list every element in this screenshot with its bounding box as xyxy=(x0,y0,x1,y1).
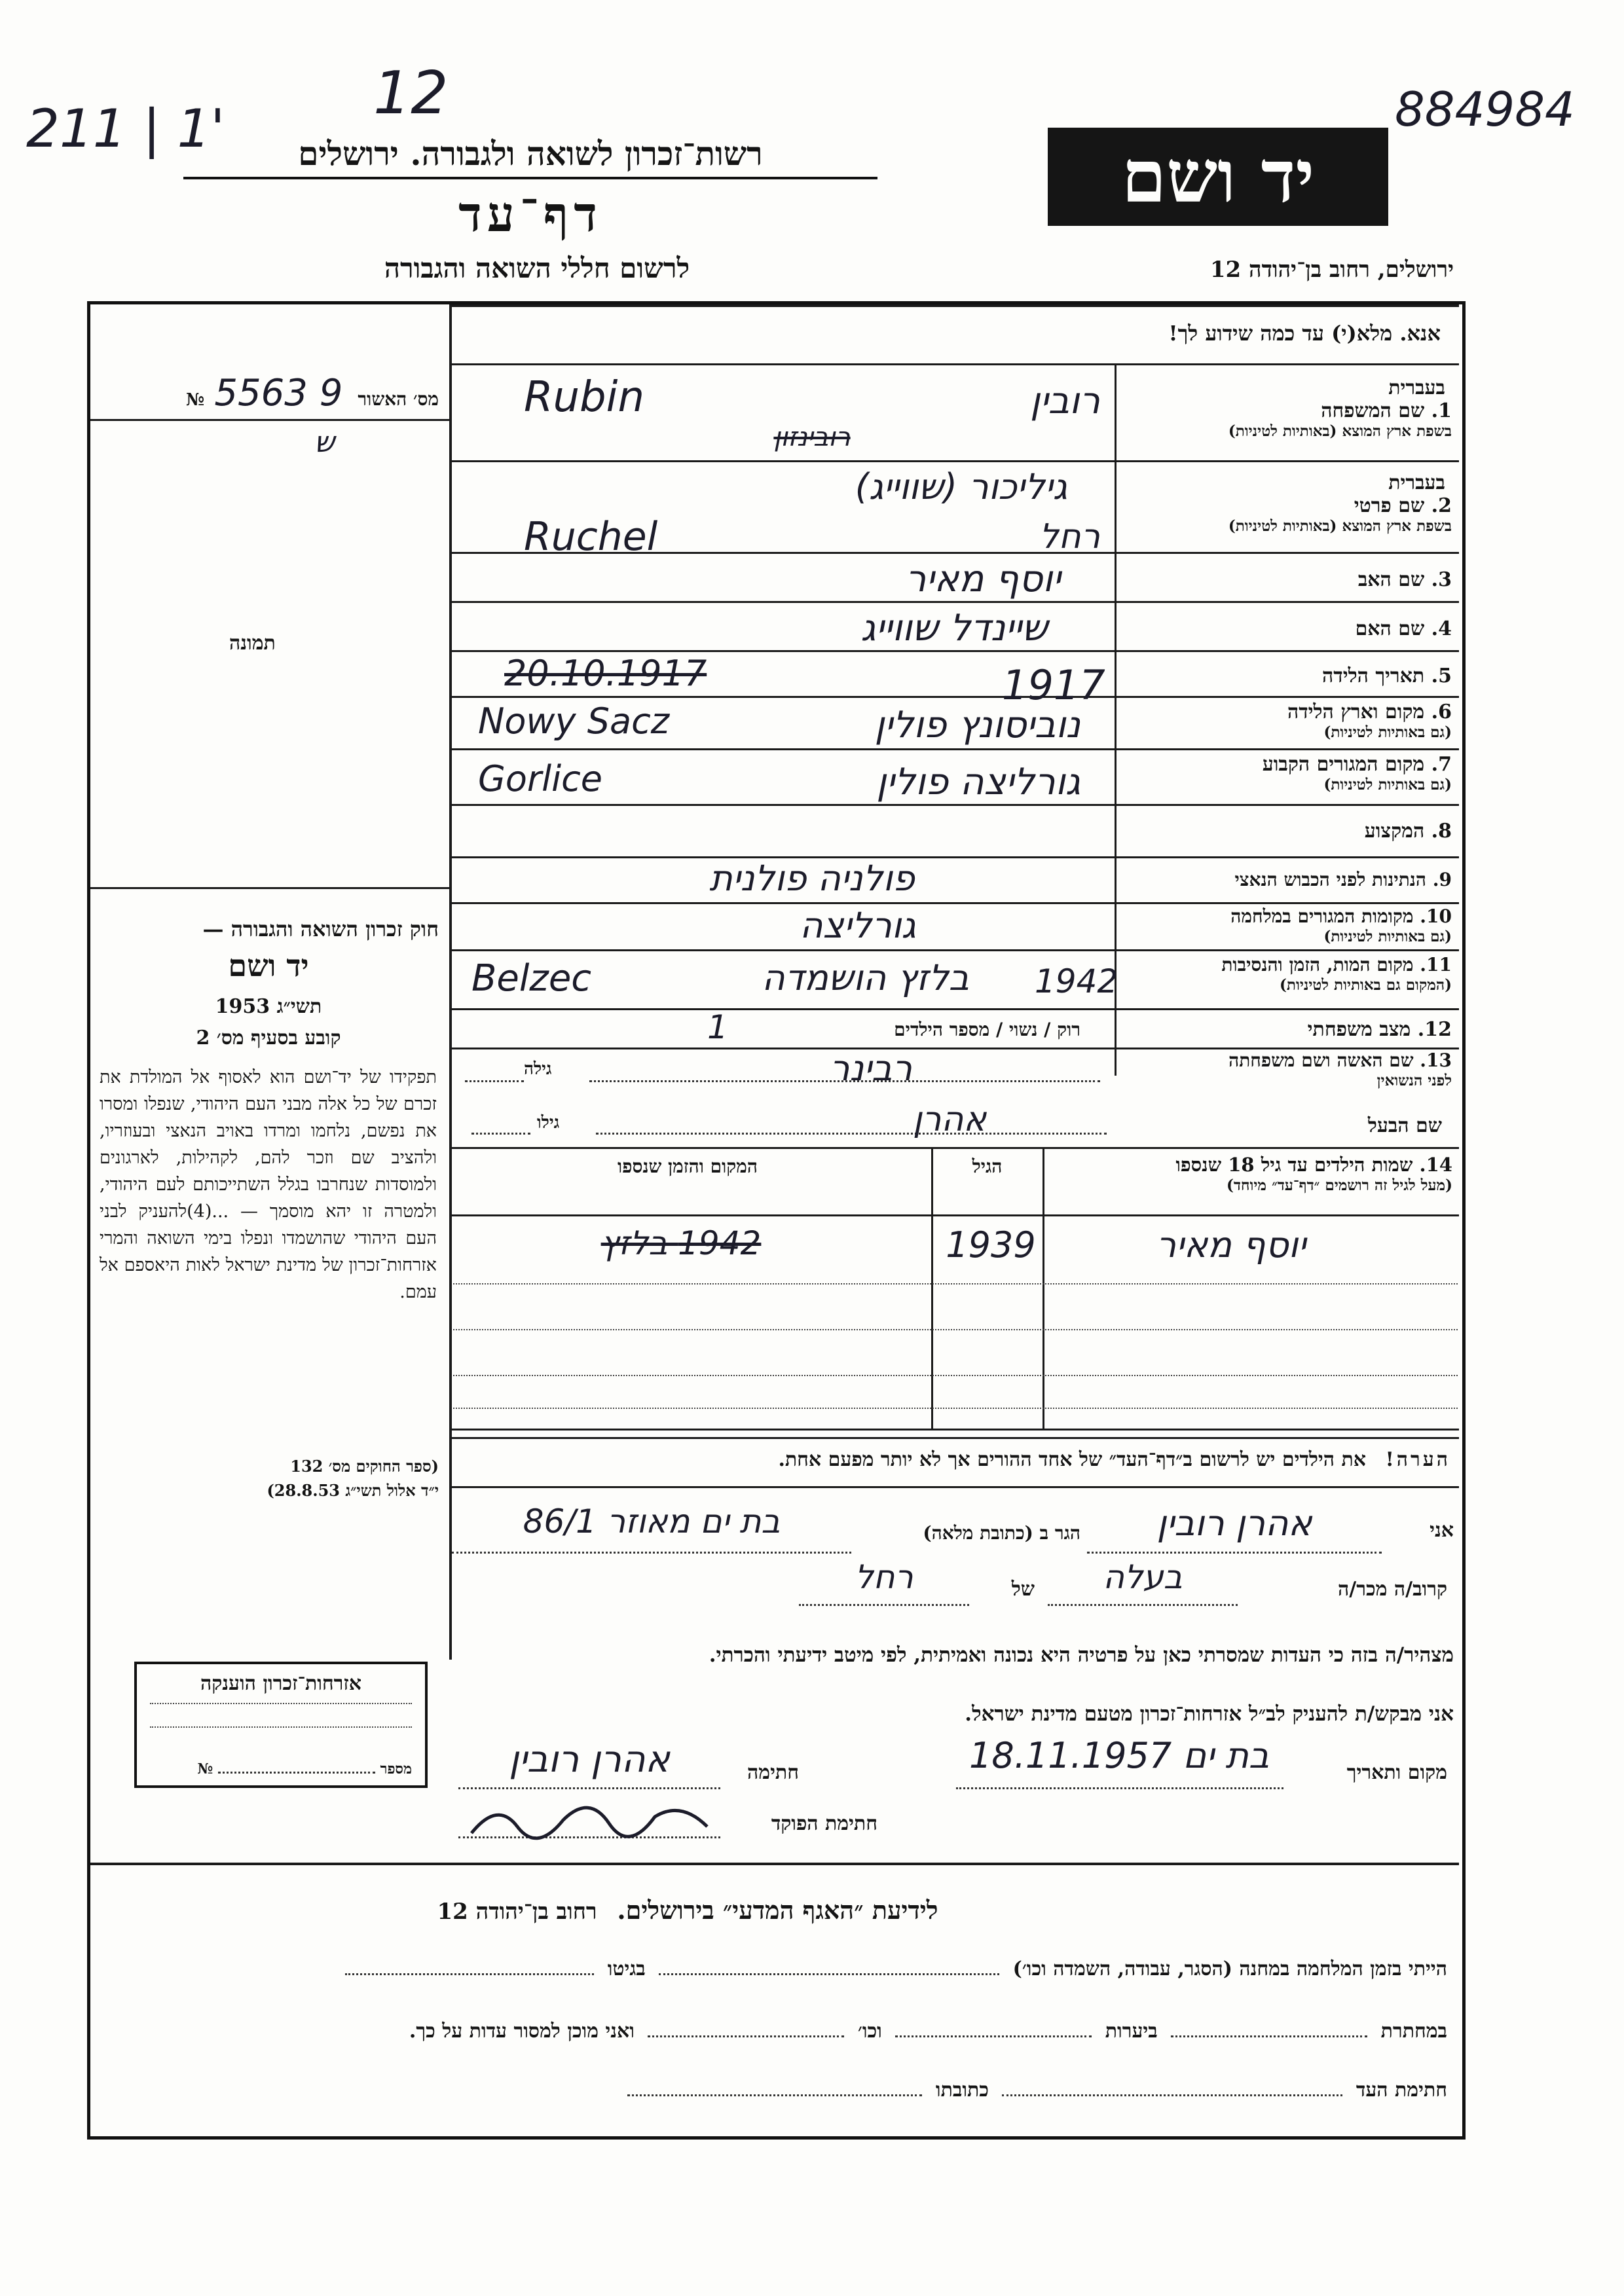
husband-value: אהרן xyxy=(912,1100,987,1139)
handwritten-sheet-number: 12 xyxy=(373,59,449,128)
field-profession-label: 8. המקצוע xyxy=(1364,820,1452,843)
registration-label: מס׳ האשור xyxy=(358,388,439,410)
field-death-label: 11. מקום המות, הזמן והנסיבות (המקום גם באותיות לטיניות) xyxy=(1221,954,1452,994)
death-year-value: 1942 xyxy=(1035,962,1118,1000)
officer-label: חתימת הפוקד xyxy=(771,1812,877,1835)
registration-no-prefix: № xyxy=(186,390,205,410)
note-row xyxy=(458,1448,1450,1471)
of-label: של xyxy=(1011,1578,1035,1601)
surname-latin-value: Rubin xyxy=(524,373,644,422)
signature-label: חתימה xyxy=(747,1761,799,1784)
nationality-value: פולניה פולנית xyxy=(709,858,915,899)
header-address: ירושלים, רחוב בן־יהודה 12 xyxy=(1209,257,1454,283)
surname-extra-value: רובינזון xyxy=(773,422,851,452)
husband-age-label: גילו xyxy=(537,1113,560,1133)
firstname-extra-value: גיליכור (שווייג) xyxy=(855,466,1067,507)
authority-title: רשות־זכרון לשואה ולגבורה. ירושלים xyxy=(183,134,877,179)
field-firstname-label: בעברית 2. שם פרטי בשפת ארץ המוצא (באותיות לטיניות) xyxy=(1228,471,1452,535)
registration-mark: ש xyxy=(314,426,335,459)
wife-value: רבינר xyxy=(830,1048,912,1089)
birthdate-extra-value: 20.10.1917 xyxy=(504,653,707,694)
firstname-latin-value: Ruchel xyxy=(524,514,658,560)
address-value: בת ים מאוזר 86/1 xyxy=(523,1503,781,1540)
note-label: הערה! xyxy=(1385,1448,1450,1471)
bottom-line-3: חתימת העד כתובתו xyxy=(98,2079,1447,2102)
child-place: 1942 בלזץ xyxy=(600,1224,762,1262)
firstname-hebrew-value: רחל xyxy=(1039,517,1100,556)
field-birthdate-label: 5. תאריך הלידה xyxy=(1322,665,1452,687)
citizenship-no: № xyxy=(197,1760,213,1777)
law-source-2: י״ד אלול תשי״ג 28.8.53) xyxy=(267,1481,439,1500)
wartime-residence-value: גורליצה xyxy=(800,905,916,946)
yad-vashem-logo: יד ושם xyxy=(1048,128,1388,226)
handwritten-archive-code: 211 | 1' xyxy=(26,98,225,159)
declaration-statement: מצהיר/ה בזה כי העדות שמסרתי כאן על פרטיה היא נכונה ואמיתית, לפי מיטב ידיעתי והכרתי. xyxy=(709,1643,1454,1667)
father-value: יוסף מאיר xyxy=(905,558,1061,600)
handwritten-file-number: 884984 xyxy=(1395,82,1575,137)
law-title: חוק זכרון השואה והגבורה — xyxy=(202,917,439,941)
citizenship-title: אזרחות־זכרון הוענקה xyxy=(200,1672,362,1695)
signature-value: אהרן רובין xyxy=(509,1738,670,1781)
field-nationality-label: 9. הנתינות לפני הכבוש הנאצי xyxy=(1234,869,1452,890)
law-year: תשי״ג 1953 xyxy=(215,995,322,1018)
bottom-line-1: הייתי בזמן המלחמה במחנה (הסגר, עבודה, השמדה וכו׳) בגיטו xyxy=(98,1958,1447,1980)
field-birthplace-label: 6. מקום וארץ הלידה (גם באותיות לטיניות) xyxy=(1287,701,1452,741)
death-latin-value: Belzec xyxy=(471,957,592,1000)
mother-value: שיינדל שווייג xyxy=(860,607,1048,649)
declaration-line-1: אני xyxy=(1430,1519,1454,1542)
death-value: בלזץ הושמדה xyxy=(762,957,969,998)
bottom-line-2: במחתרת ביערות וכו׳ ואני מוכן למסור עדות על כך. xyxy=(409,2020,1447,2043)
hebrew-tag: בעברית xyxy=(1388,376,1445,399)
field-surname-label: בעברית 1. שם המשפחה בשפת ארץ המוצא (באותיות לטיניות) xyxy=(1228,376,1452,440)
children-place-header: המקום והזמן שנספו xyxy=(618,1156,758,1177)
surname-hebrew-value: רובין xyxy=(1029,380,1100,422)
relation-value: בעלה xyxy=(1103,1558,1183,1596)
law-text: תפקידו של יד־ושם הוא לאסוף אל המולדת את זכרם של כל אלה מבני העם היהודי, שנפלו ומסרו את נפשם, נלחמו ומרדו באויב הנאצי ובעוזריו, ולהציב שם וזכר להם, לקהילות, לארגונים ולמוסדות שנחרבו בגלל השתייכותם לעם היהודי, ולמטרה זו יהא מוסמך — ...(4)להעניק לבני העם היהודי שהושמדו ונפלו בימי השואה והמרי אזרחות־זכרון של מדינת ישראל לאות היאספם אל עמם. xyxy=(100,1067,437,1302)
instruction: אנא. מלא(י) עד כמה שידוע לך! xyxy=(1168,321,1441,346)
law-source-1: (ספר החוקים מס׳ 132 xyxy=(290,1457,439,1476)
birthplace-latin-value: Nowy Sacz xyxy=(478,701,670,742)
registration-number: 9 5563 xyxy=(214,372,343,414)
field-wife-label: 13. שם האשה ושם משפחתה לפני הנשואין xyxy=(1228,1049,1452,1089)
citizenship-box xyxy=(134,1662,428,1788)
residence-value: גורליצה פולין xyxy=(876,761,1080,803)
place-date-value: בת ים 18.11.1957 xyxy=(969,1735,1270,1776)
officer-signature-icon xyxy=(458,1787,720,1840)
note-text: את הילדים יש לרשום ב״דף־העד״ של אחד ההורים אך לא יותר מפעם אחת. xyxy=(778,1448,1367,1471)
law-section: קובע בסעיף מס׳ 2 xyxy=(196,1027,341,1049)
place-date-label: מקום ותאריך xyxy=(1346,1761,1447,1784)
child-name: יוסף מאיר xyxy=(1156,1224,1306,1266)
husband-label: שם הבעל xyxy=(1367,1114,1442,1137)
field-father-label: 3. שם האב xyxy=(1357,568,1452,591)
birthdate-value: 1917 xyxy=(1002,661,1105,709)
photo-label: תמונה xyxy=(229,632,276,655)
citizenship-number-label: מספר xyxy=(380,1760,412,1777)
birthplace-value: נוביסונץ פולין xyxy=(874,704,1080,746)
children-heading: 14. שמות הילדים עד גיל 18 שנספו (מעל לגיל זה רושמים ״דף־עד״ מיוחד) xyxy=(1175,1154,1452,1194)
field-marital-label: 12. מצב משפחתי xyxy=(1307,1018,1452,1041)
field-residence-label: 7. מקום המגורים הקבוע (גם באותיות לטיניות) xyxy=(1262,753,1452,793)
of-value: רחל xyxy=(855,1558,913,1596)
registration-box xyxy=(98,372,439,418)
law-name: יד ושם xyxy=(228,948,309,983)
bottom-heading: לידיעת ״האגף המדעי״ בירושלים. רחוב בן־יהודה 12 xyxy=(437,1895,938,1925)
form-title: דף־עד xyxy=(458,187,602,243)
field-wartime-residence-label: 10. מקומות המגורים במלחמה (גם באותיות לטיניות) xyxy=(1230,905,1452,945)
field-mother-label: 4. שם האם xyxy=(1355,617,1452,640)
residence-latin-value: Gorlice xyxy=(478,758,603,799)
child-age: 1939 xyxy=(946,1224,1036,1266)
wife-age-label: גילה xyxy=(524,1059,552,1079)
marital-children-value: 1 xyxy=(707,1008,728,1046)
declarant-name: אהרן רובין xyxy=(1156,1503,1312,1544)
children-age-header: הגיל xyxy=(972,1156,1003,1177)
address-label: הגר ב (כתובת מלאה) xyxy=(923,1522,1080,1544)
relation-label: קרוב/ה מכר/ה xyxy=(1338,1578,1447,1601)
marital-options: רוק / נשוי / מספר הילדים xyxy=(894,1019,1080,1040)
declaration-request: אני מבקש/ת להעניק לב״ל אזרחות־זכרון מטעם מדינת ישראל. xyxy=(965,1702,1454,1726)
form-subtitle: לרשום חללי השואה והגבורה xyxy=(384,252,690,284)
